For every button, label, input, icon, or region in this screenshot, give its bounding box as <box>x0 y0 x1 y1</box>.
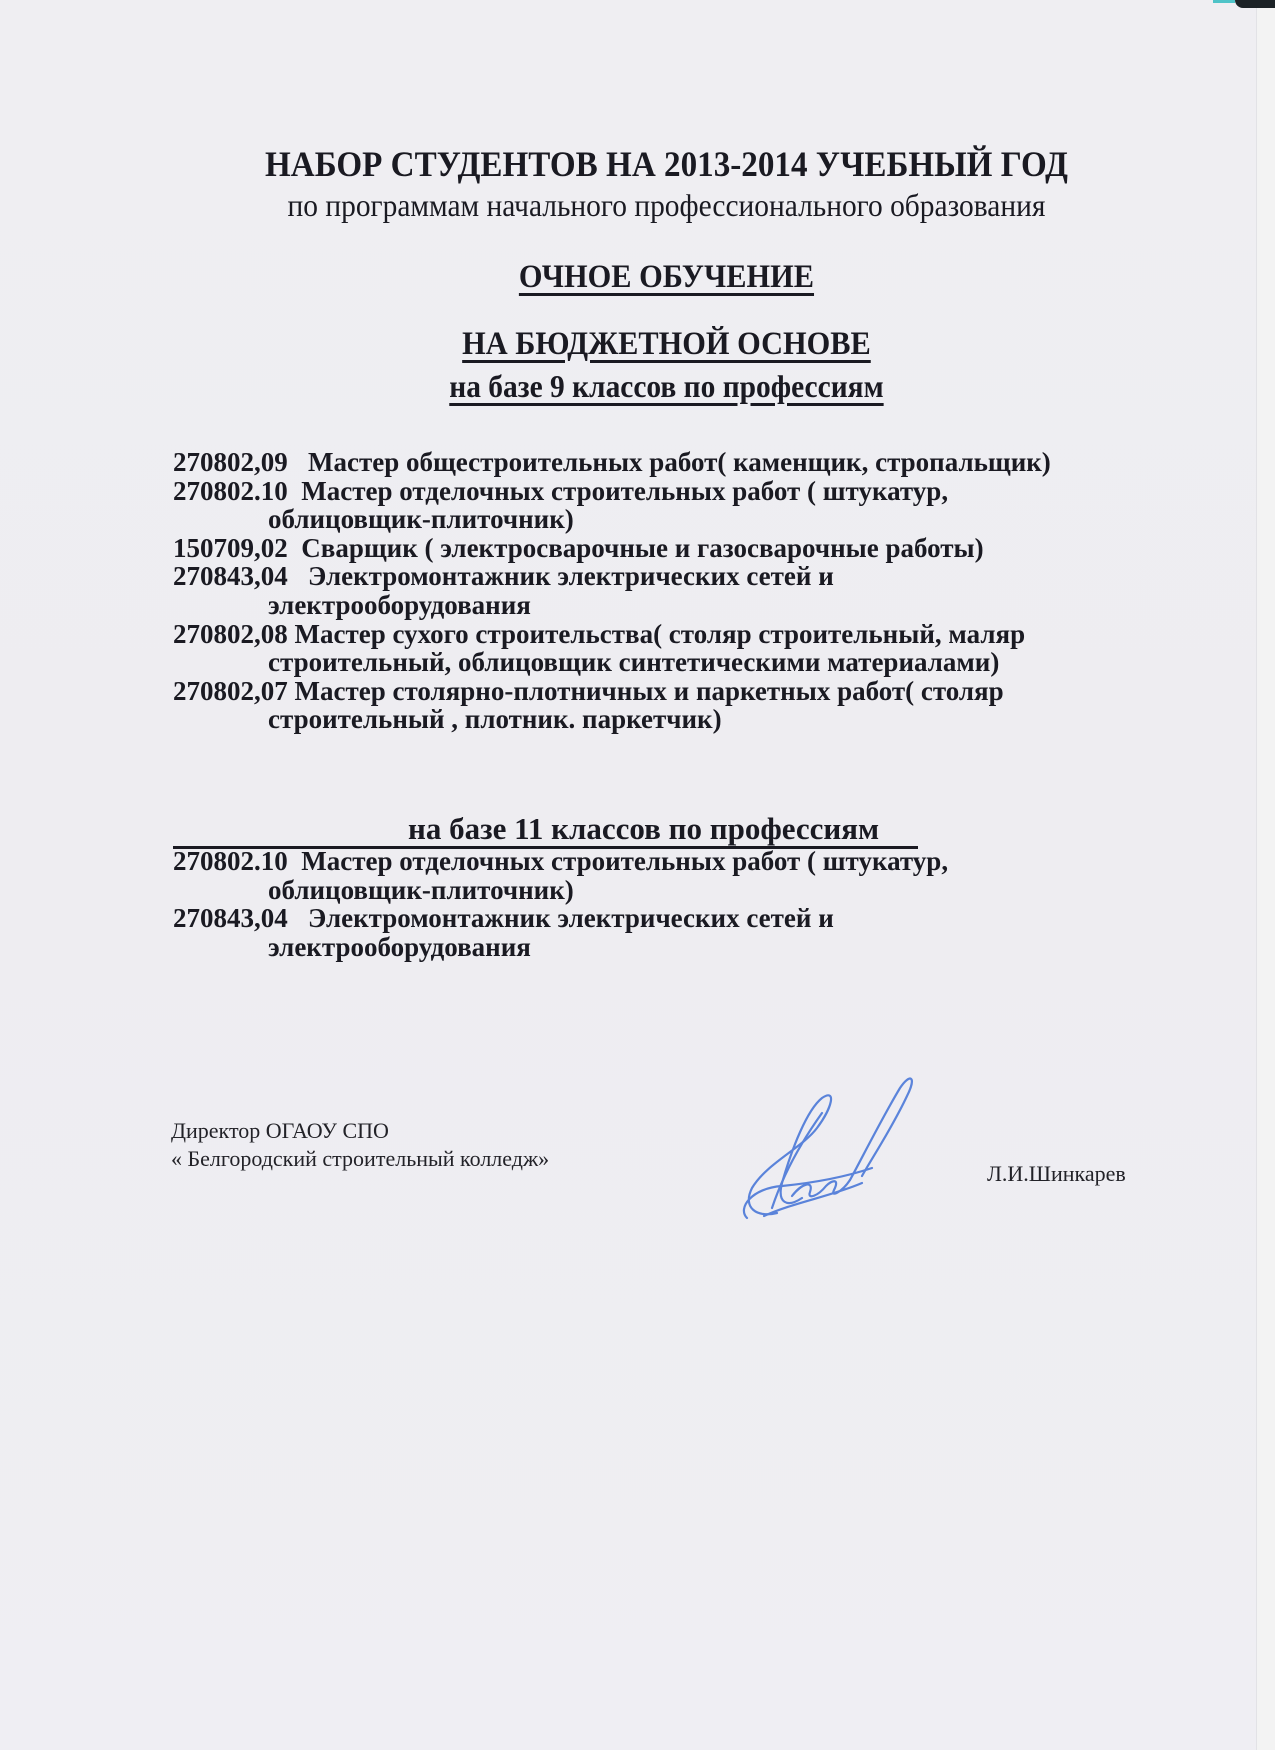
profession-title-continuation: электрооборудования <box>268 931 531 962</box>
profession-title-continuation: электрооборудования <box>268 589 531 620</box>
profession-code: 270802,08 <box>173 618 288 649</box>
profession-title: Электромонтажник электрических сетей и <box>308 561 834 592</box>
form-of-study-heading: ОЧНОЕ ОБУЧЕНИЕ <box>518 259 815 295</box>
section-heading-rule-base-11 <box>173 811 918 849</box>
profession-code: 270802,09 <box>173 447 288 477</box>
profession-item <box>173 677 1051 734</box>
profession-code: 270843,04 <box>173 903 288 934</box>
profession-title-continuation: облицовщик-плиточник) <box>268 504 574 535</box>
profession-title-continuation: строительный , плотник. паркетчик) <box>268 704 722 735</box>
profession-title: Сварщик ( электросварочные и газосварочные работы) <box>301 532 984 563</box>
profession-title: Электромонтажник электрических сетей и <box>308 903 834 934</box>
profession-item <box>173 534 1051 563</box>
section-heading-base-9: на базе 9 классов по профессиям <box>449 368 884 404</box>
profession-code: 270843,04 <box>173 561 288 592</box>
section-heading-base-11: на базе 11 классов по профессиям <box>408 811 880 846</box>
funding-heading: НА БЮДЖЕТНОЙ ОСНОВЕ <box>462 326 871 362</box>
profession-title: Мастер столярно-плотничных и паркетных работ( столяр <box>294 675 1004 706</box>
profession-list-base-9 <box>173 448 1051 734</box>
director-block <box>171 1117 549 1173</box>
profession-list-base-11 <box>173 847 948 961</box>
signature-stroke <box>792 1180 850 1196</box>
handwritten-signature <box>722 1068 922 1233</box>
profession-item <box>173 562 1051 619</box>
profession-item <box>173 847 948 904</box>
scan-corner-artifact <box>1213 0 1235 3</box>
document-subtitle: по программам начального профессионального образования <box>287 187 1046 223</box>
signature-stroke <box>749 1095 831 1214</box>
profession-title: Мастер отделочных строительных работ ( штукатур, <box>301 846 949 876</box>
profession-item <box>173 448 1051 477</box>
profession-item <box>173 620 1051 677</box>
profession-title: Мастер отделочных строительных работ ( штукатур, <box>301 475 949 506</box>
profession-title-continuation: строительный, облицовщик синтетическими материалами) <box>268 647 1000 678</box>
profession-code: 270802.10 <box>173 846 288 876</box>
signature-stroke <box>850 1079 912 1180</box>
profession-code: 270802.10 <box>173 475 288 506</box>
signer-name: Л.И.Шинкарев <box>987 1161 1126 1186</box>
profession-title-continuation: облицовщик-плиточник) <box>268 874 574 905</box>
profession-code: 270802,07 <box>173 675 288 706</box>
profession-title: Мастер сухого строительства( столяр строительный, маляр <box>294 618 1026 649</box>
director-position: Директор ОГАОУ СПО <box>171 1118 389 1143</box>
profession-title: Мастер общестроительных работ( каменщик, стропальщик) <box>308 447 1051 477</box>
profession-item <box>173 477 1051 534</box>
profession-code: 150709,02 <box>173 532 288 563</box>
scan-corner-shadow <box>1235 0 1275 8</box>
profession-item <box>173 904 948 961</box>
document-title: НАБОР СТУДЕНТОВ НА 2013-2014 УЧЕБНЫЙ ГОД <box>265 144 1068 184</box>
organization-name: « Белгородский строительный колледж» <box>171 1146 550 1171</box>
